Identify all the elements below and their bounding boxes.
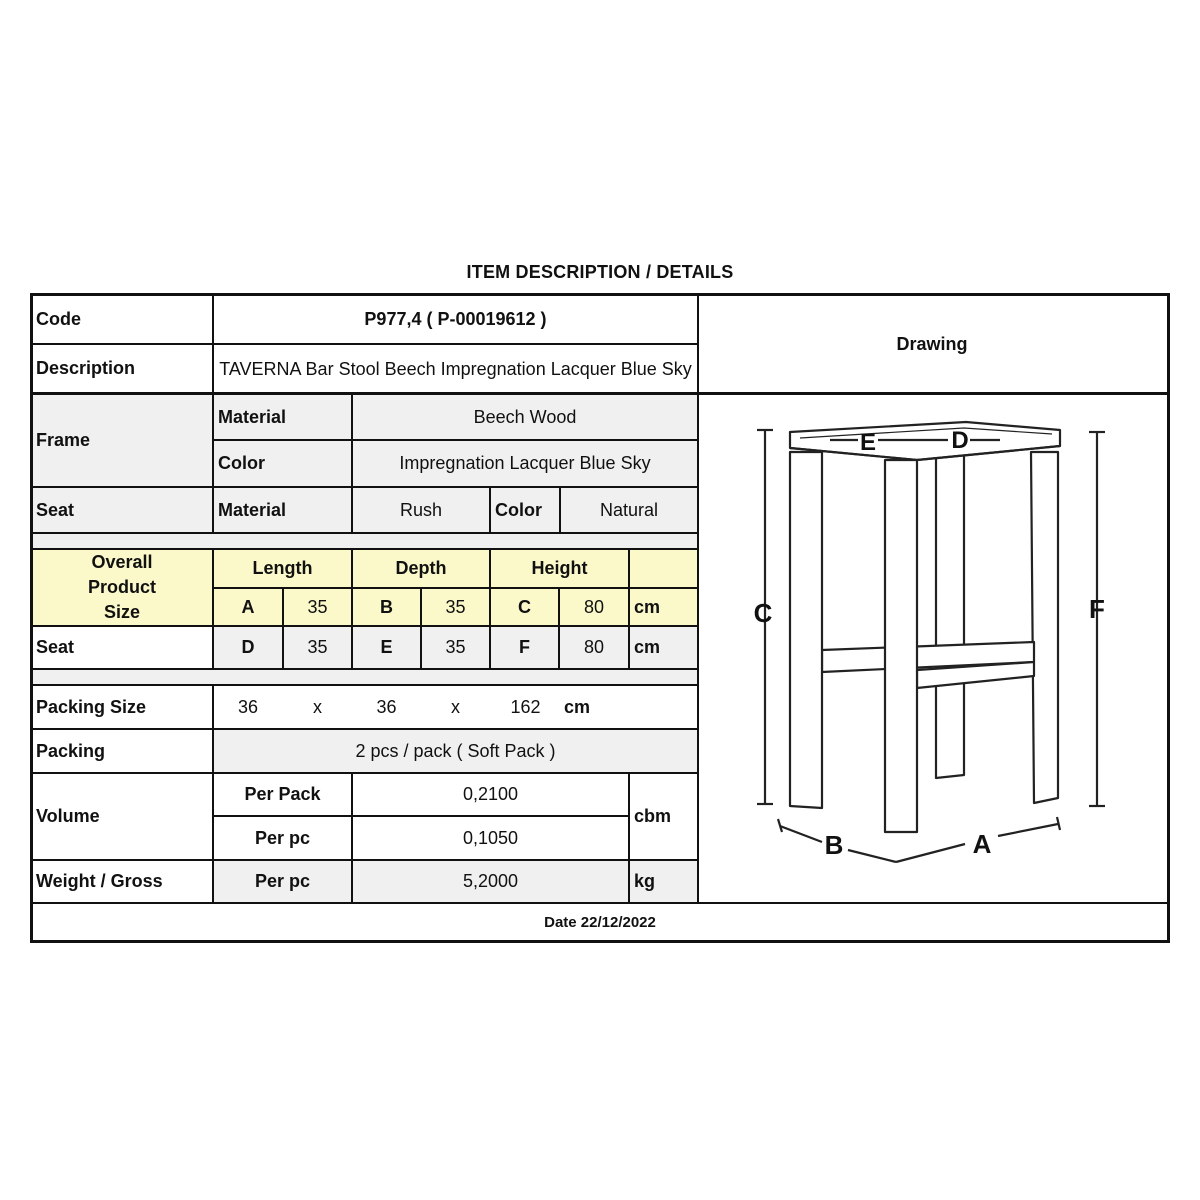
packing-value: 2 pcs / pack ( Soft Pack ) <box>355 740 556 761</box>
seat-size-unit: cm <box>634 637 661 657</box>
label-a: A <box>972 829 992 859</box>
per-pack-value: 0,2100 <box>462 784 519 804</box>
description-value: TAVERNA Bar Stool Beech Impregnation Lacquer Blue Sky <box>219 358 692 379</box>
seat-label: Seat <box>36 499 75 520</box>
depth-header: Depth <box>395 558 447 578</box>
front-left-leg <box>790 452 822 808</box>
seat-size-label: Seat <box>36 637 75 657</box>
length-header: Length <box>252 558 313 578</box>
weight-unit: kg <box>634 871 656 891</box>
overall-unit: cm <box>634 596 661 617</box>
weight-per-pc-label: Per pc <box>254 871 311 891</box>
weight-value: 5,2000 <box>462 871 519 891</box>
dim-b-value: 35 <box>445 596 466 617</box>
frame-color-label: Color <box>218 453 265 473</box>
volume-label: Volume <box>36 806 100 826</box>
seat-material-label: Material <box>218 499 287 520</box>
packing-width: 36 <box>376 696 397 717</box>
seat-color-label: Color <box>495 499 542 520</box>
label-f: F <box>1089 594 1105 624</box>
packing-x1: x <box>313 696 322 717</box>
dim-c-value: 80 <box>583 596 605 617</box>
label-b: B <box>824 830 844 860</box>
dim-b-letter: B <box>380 596 393 617</box>
packing-height: 162 <box>510 696 541 717</box>
height-header: Height <box>531 558 588 578</box>
label-c: C <box>753 598 773 628</box>
date-footer: Date 22/12/2022 <box>544 913 656 931</box>
frame-label: Frame <box>36 430 91 450</box>
dim-d-letter: D <box>241 637 255 657</box>
front-leg <box>885 460 917 832</box>
description-label: Description <box>36 358 136 378</box>
dim-c-letter: C <box>518 596 531 617</box>
document-title: ITEM DESCRIPTION / DETAILS <box>466 262 734 282</box>
seat-color-value: Natural <box>599 499 659 520</box>
packing-length: 36 <box>237 696 259 717</box>
label-d: D <box>951 427 969 454</box>
dim-a-letter: A <box>241 596 255 617</box>
back-left-leg <box>936 455 964 778</box>
dim-f-letter: F <box>519 637 530 657</box>
seat-material-value: Rush <box>399 499 443 520</box>
dim-e-letter: E <box>380 637 393 657</box>
per-pc-volume-value: 0,1050 <box>462 827 519 848</box>
label-e: E <box>859 429 877 456</box>
frame-material-value: Beech Wood <box>473 406 577 427</box>
packing-label: Packing <box>36 740 106 761</box>
overall-size-label: Overall Product Size <box>87 552 156 622</box>
back-right-leg <box>1031 452 1058 803</box>
packing-x2: x <box>451 696 460 717</box>
code-value: P977,4 ( P-00019612 ) <box>364 309 547 329</box>
code-label: Code <box>36 309 81 329</box>
dim-a-value: 35 <box>307 596 328 617</box>
frame-color-value: Impregnation Lacquer Blue Sky <box>399 453 651 473</box>
dim-d-value: 35 <box>307 637 328 657</box>
dim-e-value: 35 <box>445 637 466 657</box>
drawing-label: Drawing <box>896 333 968 354</box>
packing-size-label: Packing Size <box>36 696 147 717</box>
weight-label: Weight / Gross <box>36 871 163 891</box>
frame-material-label: Material <box>218 406 287 427</box>
volume-unit: cbm <box>634 806 672 826</box>
per-pc-volume-label: Per pc <box>254 827 311 848</box>
per-pack-label: Per Pack <box>244 784 321 804</box>
packing-size-unit: cm <box>564 696 591 717</box>
dim-f-value: 80 <box>583 637 605 657</box>
